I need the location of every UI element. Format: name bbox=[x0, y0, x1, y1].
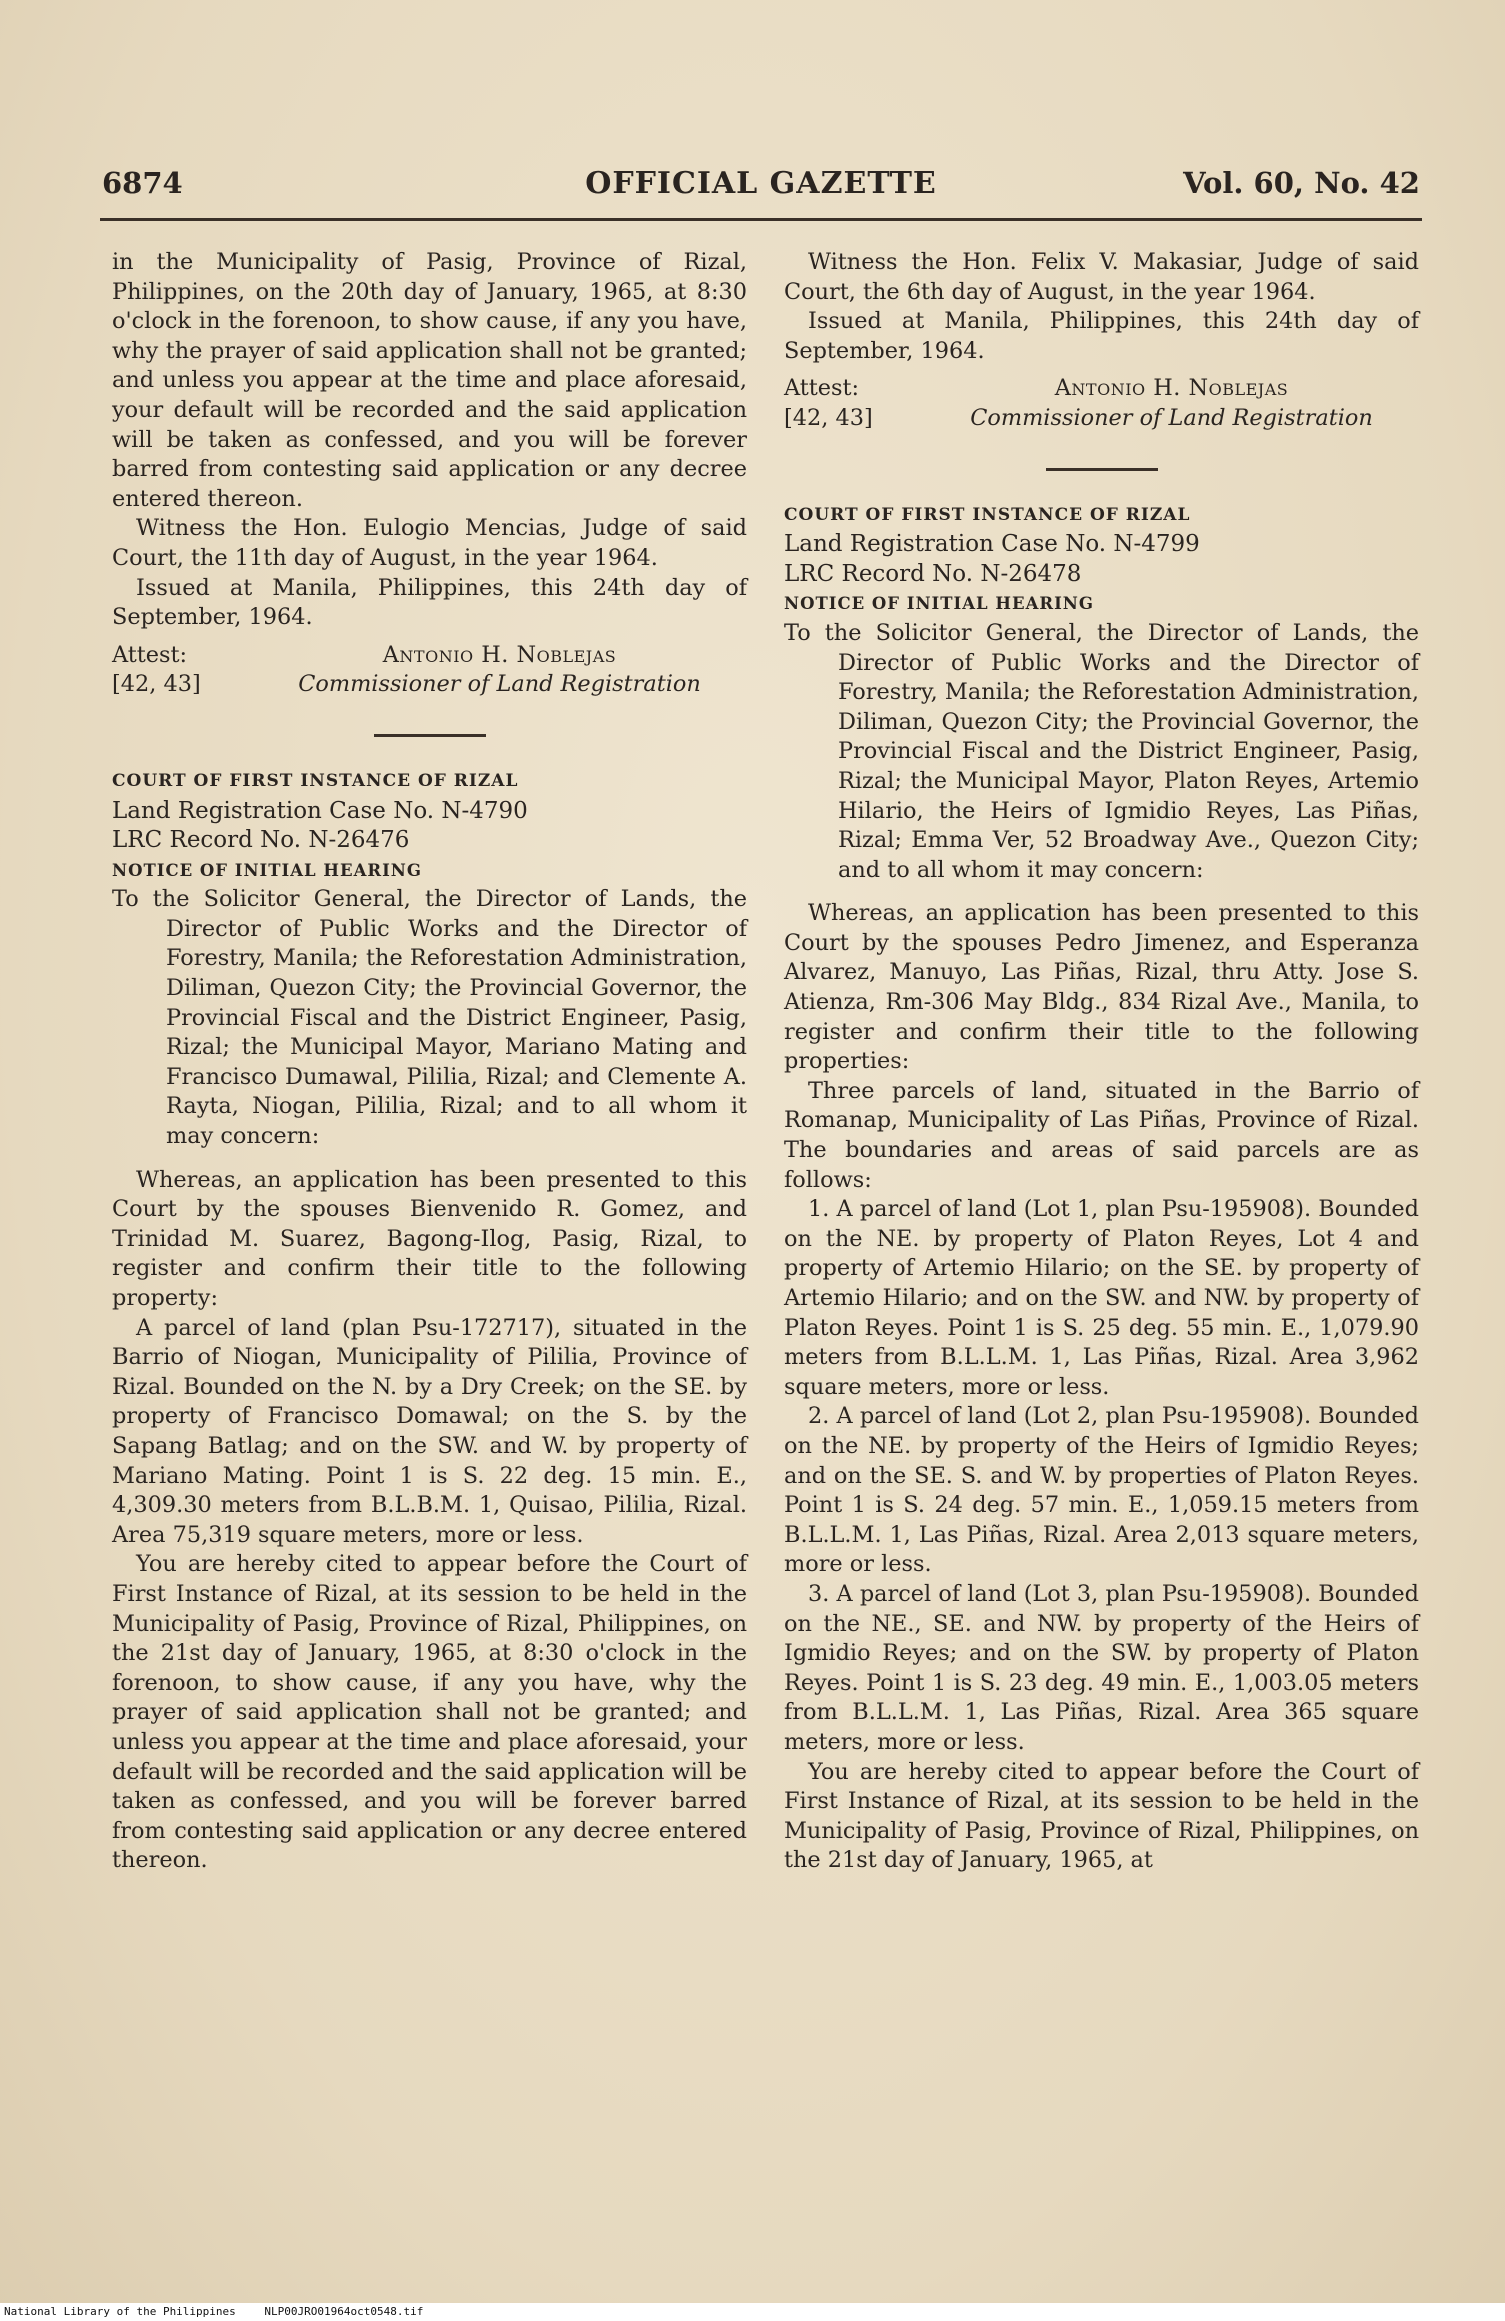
whereas-paragraph: Whereas, an application has been presented to this Court by the spouses Pedro Jimenez, and Esperanza Alvarez, Manuyo, Las Piñas, Rizal, thru Atty. Jose S. Atienza, Rm-306 May Bldg., 834 Rizal Ave., Manila, to register and confirm their title to the following properties: bbox=[784, 900, 1419, 1075]
issued-paragraph: Issued at Manila, Philippines, this 24th day of September, 1964. bbox=[112, 574, 747, 631]
attest-ref: [42, 43] bbox=[784, 404, 873, 431]
attest-label: Attest: bbox=[112, 641, 188, 668]
attestation-block bbox=[784, 374, 1419, 433]
case-number: Land Registration Case No. N-4799 bbox=[784, 531, 1200, 558]
right-column bbox=[784, 248, 1419, 1876]
lot-1-paragraph: 1. A parcel of land (Lot 1, plan Psu-195908). Bounded on the NE. by property of Platon Reyes, Lot 4 and property of Artemio Hilario; on the SE. by property of Artemio Hilario; and on the SW. and NW. by property of Platon Reyes. Point 1 is S. 25 deg. 55 min. E., 1,079.90 meters from B.L.L.M. 1, Las Piñas, Rizal. Area 3,962 square meters, more or less. bbox=[784, 1196, 1419, 1400]
lrc-record: LRC Record No. N-26476 bbox=[112, 827, 410, 854]
whereas-paragraph: Whereas, an application has been presented to this Court by the spouses Bienvenido R. Gomez, and Trinidad M. Suarez, Bagong-Ilog, Pasig, Rizal, to register and confirm their title to the following property: bbox=[112, 1166, 747, 1311]
attest-title: Commissioner of Land Registration bbox=[970, 404, 1373, 431]
publication-title: OFFICIAL GAZETTE bbox=[585, 166, 937, 201]
volume-number: Vol. 60, No. 42 bbox=[1183, 166, 1420, 200]
scan-footer bbox=[0, 2303, 1505, 2321]
parcel-paragraph: A parcel of land (plan Psu-172717), situated in the Barrio of Niogan, Municipality of Pililia, Province of Rizal. Bounded on the N. by a Dry Creek; on the SE. by property of Francisco Domawal; on the S. by the Sapang Batlag; and on the SW. and W. by property of Mariano Mating. Point 1 is S. 22 deg. 15 min. E., 4,309.30 meters from B.L.B.M. 1, Quisao, Pililia, Rizal. Area 75,319 square meters, more or less. bbox=[112, 1314, 747, 1548]
court-heading: COURT OF FIRST INSTANCE OF RIZAL bbox=[784, 504, 1191, 525]
witness-paragraph: Witness the Hon. Felix V. Makasiar, Judge of said Court, the 6th day of August, in the year 1964. bbox=[784, 249, 1419, 305]
attest-title: Commissioner of Land Registration bbox=[298, 671, 701, 698]
attest-name: Antonio H. Noblejas bbox=[382, 641, 617, 668]
parcels-intro-paragraph: Three parcels of land, situated in the Barrio of Romanap, Municipality of Las Piñas, Province of Rizal. The boundaries and areas of said parcels are as follows: bbox=[784, 1077, 1419, 1193]
page-number: 6874 bbox=[102, 166, 183, 200]
addressee-paragraph: To the Solicitor General, the Director of Lands, the Director of Public Works and the Director of Forestry, Manila; the Reforestation Administration, Diliman, Quezon City; the Provincial Governor, the Provincial Fiscal and the District Engineer, Pasig, Rizal; the Municipal Mayor, Platon Reyes, Artemio Hilario, the Heirs of Igmidio Reyes, Las Piñas, Rizal; Emma Ver, 52 Broadway Ave., Quezon City; and to all whom it may concern: bbox=[784, 619, 1419, 883]
case-number: Land Registration Case No. N-4790 bbox=[112, 797, 528, 824]
issued-paragraph: Issued at Manila, Philippines, this 24th day of September, 1964. bbox=[784, 308, 1419, 364]
page-header bbox=[102, 166, 1420, 208]
witness-paragraph: Witness the Hon. Eulogio Mencias, Judge of said Court, the 11th day of August, in the year 1964. bbox=[112, 515, 747, 571]
lrc-record: LRC Record No. N-26478 bbox=[784, 560, 1082, 587]
addressee-paragraph: To the Solicitor General, the Director of Lands, the Director of Public Works and the Director of Forestry, Manila; the Reforestation Administration, Diliman, Quezon City; the Provincial Governor, the Provincial Fiscal and the District Engineer, Pasig, Rizal; the Municipal Mayor, Mariano Mating and Francisco Dumawal, Pililia, Rizal; and Clemente A. Rayta, Niogan, Pililia, Rizal; and to all whom it may concern: bbox=[112, 886, 747, 1150]
section-divider bbox=[374, 734, 486, 737]
attest-label: Attest: bbox=[784, 375, 860, 402]
citation-paragraph: You are hereby cited to appear before the Court of First Instance of Rizal, at its session to be held in the Municipality of Pasig, Province of Rizal, Philippines, on the 21st day of January, 1965, at 8:30 o'clock in the forenoon, to show cause, if any you have, why the prayer of said application shall not be granted; and unless you appear at the time and place aforesaid, your default will be recorded and the said application will be taken as confessed, and you will be forever barred from contesting said application or any decree entered thereon. bbox=[112, 1551, 747, 1874]
attest-name: Antonio H. Noblejas bbox=[1054, 375, 1289, 402]
attest-ref: [42, 43] bbox=[112, 671, 201, 698]
scan-filename: NLP00JRO01964oct0548.tif bbox=[264, 2305, 424, 2318]
continuation-paragraph: in the Municipality of Pasig, Province of Rizal, Philippines, on the 20th day of January, 1965, at 8:30 o'clock in the forenoon, to show cause, if any you have, why the prayer of said application shall not be granted; and unless you appear at the time and place aforesaid, your default will be recorded and the said application will be taken as confessed, and you will be forever barred from contesting said application or any decree entered thereon. bbox=[112, 249, 747, 512]
attestation-block bbox=[112, 641, 747, 700]
library-credit: National Library of the Philippines bbox=[4, 2305, 236, 2318]
notice-heading: NOTICE OF INITIAL HEARING bbox=[112, 860, 422, 880]
citation-paragraph: You are hereby cited to appear before the Court of First Instance of Rizal, at its session to be held in the Municipality of Pasig, Province of Rizal, Philippines, on the 21st day of January, 1965, at bbox=[784, 1758, 1419, 1874]
section-divider bbox=[1046, 468, 1158, 471]
lot-3-paragraph: 3. A parcel of land (Lot 3, plan Psu-195908). Bounded on the NE., SE. and NW. by property of the Heirs of Igmidio Reyes; and on the SW. by property of Platon Reyes. Point 1 is S. 23 deg. 49 min. E., 1,003.05 meters from B.L.L.M. 1, Las Piñas, Rizal. Area 365 square meters, more or less. bbox=[784, 1580, 1419, 1755]
header-rule bbox=[100, 218, 1422, 221]
lot-2-paragraph: 2. A parcel of land (Lot 2, plan Psu-195908). Bounded on the NE. by property of the Heirs of Igmidio Reyes; and on the SE. S. and W. by properties of Platon Reyes. Point 1 is S. 24 deg. 57 min. E., 1,059.15 meters from B.L.L.M. 1, Las Piñas, Rizal. Area 2,013 square meters, more or less. bbox=[784, 1403, 1419, 1578]
notice-heading: NOTICE OF INITIAL HEARING bbox=[784, 594, 1094, 614]
court-heading: COURT OF FIRST INSTANCE OF RIZAL bbox=[112, 770, 519, 791]
left-column bbox=[112, 248, 747, 1876]
